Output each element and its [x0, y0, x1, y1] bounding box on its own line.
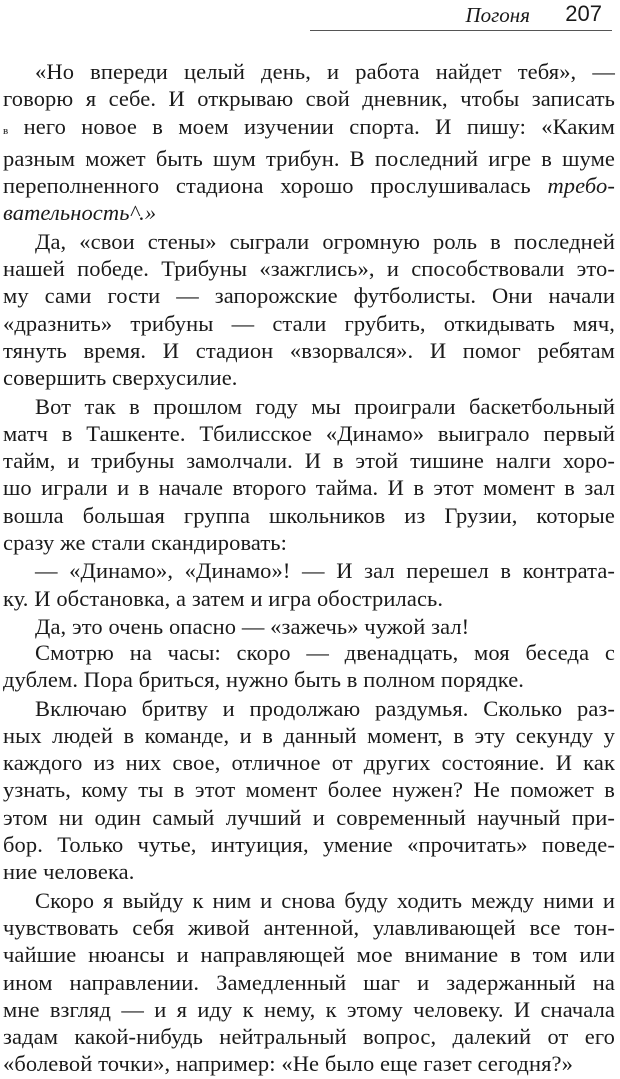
text-line: шо играли и в начале второго тайма. И в этот момент в зал [3, 475, 615, 501]
text-line: ных людей в команде, и в данный момент, в эту секунду у [3, 722, 615, 748]
text-fragment: переполненного стадиона хорошо прослушивалась [3, 173, 548, 199]
text-line: задам какой-нибудь нейтральный вопрос, далекий от его [3, 1024, 615, 1050]
text-line: бор. Только чутье, интуиция, умение «прочитать» поведе- [3, 832, 615, 858]
text-line: — «Динамо», «Динамо»! — И зал перешел в контрата- [35, 558, 615, 584]
paragraph [3, 695, 615, 886]
text-line: му сами гости — запорожские футболисты. Они начали [3, 283, 615, 309]
text-line: мне взгляд — и я иду к нему, к этому человеку. И сначала [3, 996, 615, 1022]
paragraph [3, 639, 615, 694]
text-line: Да, это очень опасно — «зажечь» чужой зал! [35, 613, 470, 639]
text-line: чувствовать себя живой антенной, улавливающей все тон- [3, 914, 615, 940]
text-line: чайшие нюансы и направляющей мое внимание в том или [3, 942, 615, 968]
text-line: Скоро я выйду к ним и снова буду ходить между ними и [35, 887, 615, 913]
text-line: этом ни один самый лучший и современный научный при- [3, 804, 615, 830]
text-line: матч в Ташкенте. Тбилисское «Динамо» выиграло первый [3, 420, 615, 446]
paragraph [3, 613, 615, 640]
text-line [3, 113, 615, 145]
paragraph [3, 887, 615, 1078]
text-line: ином направлении. Замедленный шаг и задержанный на [3, 969, 615, 995]
text-line [3, 172, 615, 199]
text-line: «Но впереди целый день, и работа найдет тебя», — [35, 59, 615, 84]
text-line: дублем. Пора бриться, нужно быть в полном порядке. [3, 667, 525, 693]
text-line: «болевой точки», например: «Не было еще газет сегодня?» [3, 1051, 573, 1077]
text-line: каждого из них свое, отличное от других состояние. И как [3, 750, 615, 776]
italic-fragment: требо- [547, 173, 615, 199]
small-letter: в [3, 124, 9, 137]
text-line: Смотрю на часы: скоро — двенадцать, моя беседа с [35, 640, 615, 665]
running-head [310, 2, 612, 31]
text-block-bottom [3, 639, 615, 1079]
paragraph [3, 58, 615, 227]
text-line: ку. И обстановка, а затем и игра обострилась. [3, 585, 444, 611]
text-line: сразу же стали скандировать: [3, 530, 288, 556]
text-line: говорю я себе. И открываю свой дневник, чтобы записать [3, 86, 615, 112]
text-line: узнать, кому ты в этот момент более нужен? Не поможет в [3, 777, 615, 803]
text-block-top [3, 58, 615, 641]
paragraph [3, 393, 615, 557]
text-fragment: него новое в моем изучении спорта. И пишу: «Каким [8, 113, 615, 139]
paragraph [3, 557, 615, 612]
text-line: Вот так в прошлом году мы проиграли баскетбольный [35, 393, 615, 419]
text-line: тайм, и трибуны замолчали. И в этой тишине налги хоро- [3, 448, 615, 474]
text-line: нашей победе. Трибуны «зажглись», и способствовали это- [3, 256, 615, 282]
text-line: «дразнить» трибуны — стали грубить, откидывать мяч, [3, 310, 615, 336]
text-line: вошла большая группа школьников из Грузии, которые [3, 502, 615, 528]
text-line: совершить сверхусилие. [3, 365, 238, 391]
text-line: Включаю бритву и продолжаю раздумья. Сколько раз- [35, 695, 615, 721]
text-line: Да, «свои стены» сыграли огромную роль в последней [35, 228, 615, 254]
text-line: ние человека. [3, 859, 135, 885]
page-number: 207 [565, 1, 602, 26]
running-title: Погоня [465, 3, 530, 27]
text-line: тянуть время. И стадион «взорвался». И помог ребятам [3, 337, 615, 363]
text-line: вательность^.» [3, 200, 157, 226]
text-line: разным может быть шум трибун. В последний игре в шуме [3, 145, 615, 171]
paragraph [3, 228, 615, 392]
